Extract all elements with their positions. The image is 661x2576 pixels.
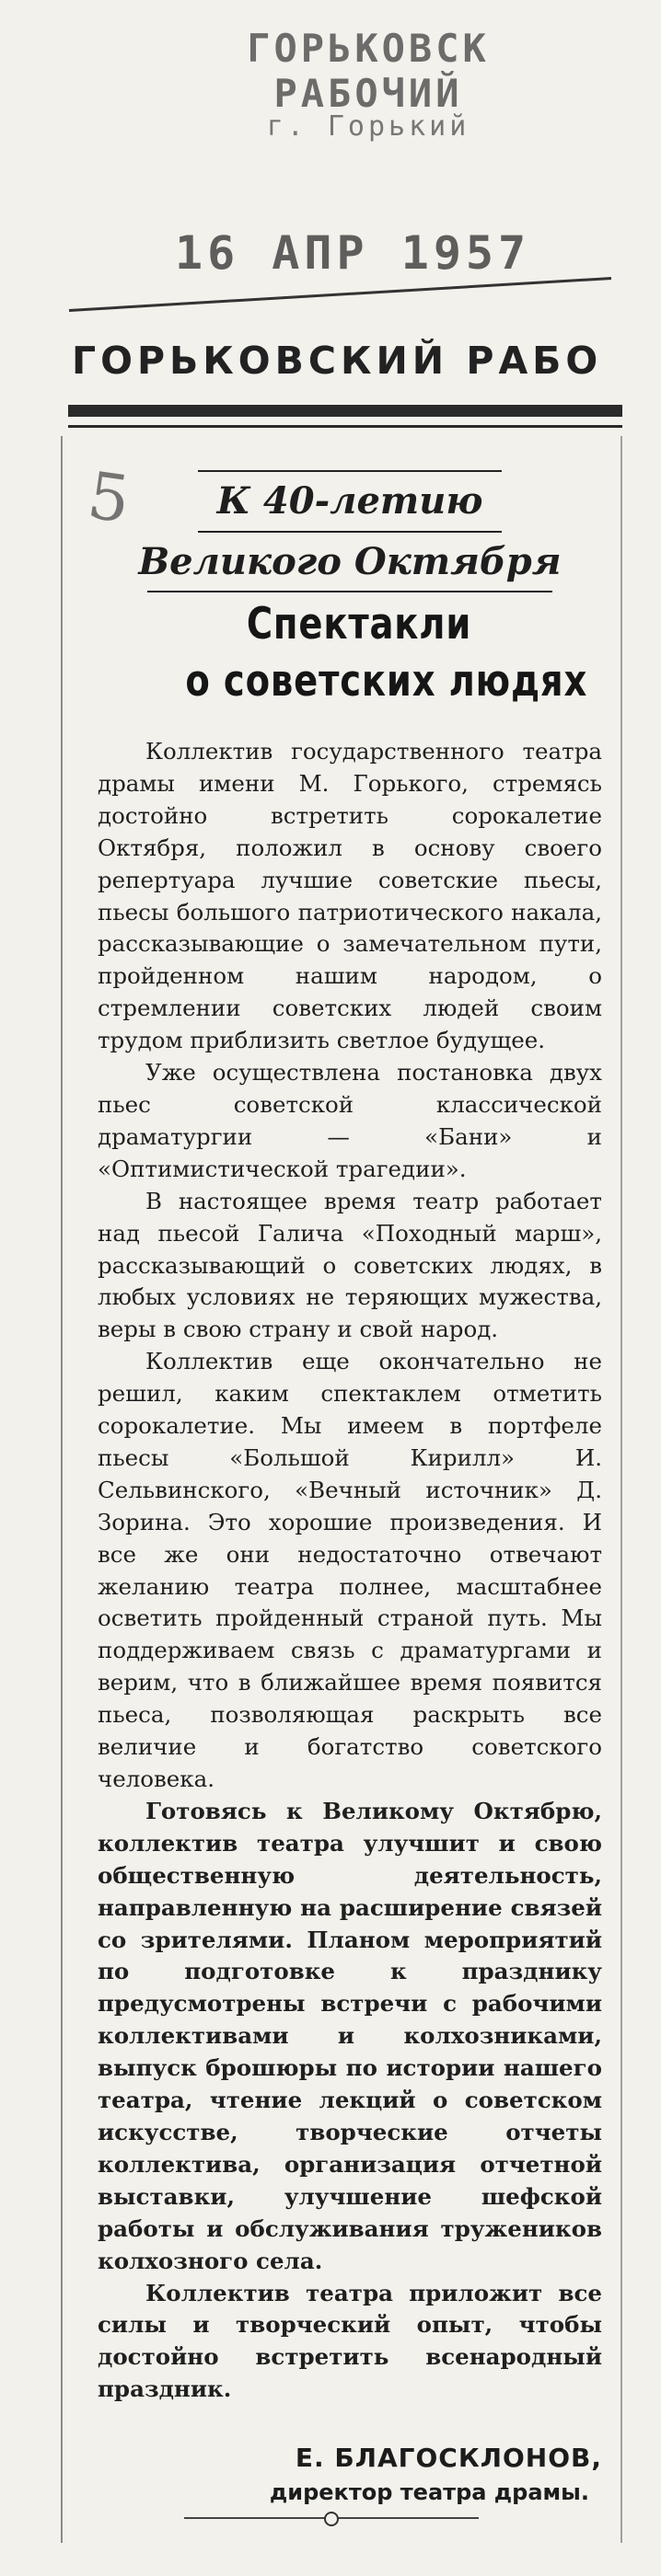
article-title [147,596,588,710]
article-title-line-2: о советских людях [185,656,588,707]
masthead-rule-thin [68,425,622,428]
end-ornament [184,2513,479,2524]
article-frame-left [61,436,63,2543]
article-paragraph: В настоящее время театр работает над пьесой Галича «Походный марш», рассказывающий о советских людях, в любых условиях не теряющих мужества, веры в свою страну и свой народ. [98,1187,602,1343]
end-ornament-dot [324,2512,339,2526]
press-clipping-stamp [110,26,589,311]
stamp-newspaper-name: ГОРЬКОВСК РАБОЧИЙ [247,26,490,116]
article-paragraph: Готовясь к Великому Октябрю, коллектив театра улучшит и свою общественную деятельность, направленную на расширение связей со зрителями. Планом мероприятий по подготовке к празднику предусмотрены встречи с рабочими коллективами и колхозниками, выпуск брошюры по истории нашего театра, чтение лекций о советском искусстве, творческие отчеты коллектива, организация отчетной выставки, улучшение шефской работы и обслуживания тружеников колхозного села. [98,1797,602,2274]
article-title-line-1: Спектакли [246,599,472,650]
rubric-line-1: К 40-летию [216,479,483,523]
rubric-heading [129,467,571,595]
author-name: Е. БЛАГОСКЛОНОВ, [295,2443,602,2473]
article-paragraph: Коллектив театра приложит все силы и творческий опыт, чтобы достойно встретить всенародный праздник. [98,2279,602,2403]
masthead-rule-thick [68,405,622,417]
rubric-line-2: Великого Октября [138,540,562,583]
article-paragraph: Уже осуществлена постановка двух пьес советской классической драматургии — «Бани» и «Оптимистической трагедии». [98,1059,602,1182]
article-body [98,736,602,2406]
article-paragraph: Коллектив еще окончательно не решил, каким спектаклем отметить сорокалетие. Мы имеем в портфеле пьесы «Большой Кирилл» И. Сельвинского, «Вечный источник» Д. Зорина. Это хорошие произведения. И все же они недостаточно отвечают желанию театра полнее, масштабнее осветить пройденный страной путь. Мы поддерживаем связь с драматургами и верим, что в ближайшее время появится пьеса, позволяющая раскрыть все величие и богатство советского человека. [98,1348,602,1792]
article-frame-right [620,436,622,2543]
article-paragraph: Коллектив государственного театра драмы имени М. Горького, стремясь достойно встретить сорокалетие Октября, положил в основу своего репертуара лучшие советские пьесы, пьесы большого патриотического накала, рассказывающие о замечательном пути, пройденном нашим народом, о стремлении советских людей своим трудом приблизить светлое будущее. [98,738,602,1054]
stamp-strike-line [69,277,611,312]
rubric-rule-top [198,470,502,472]
rubric-rule-bottom [147,591,552,592]
stamp-date: 16 АПР 1957 [175,226,531,280]
handwritten-margin-mark: 5 [83,457,135,538]
author-signature [98,2440,602,2508]
rubric-rule-middle [198,531,502,533]
newspaper-masthead: ГОРЬКОВСКИЙ РАБО [72,339,603,383]
author-role: директор театра драмы. [269,2479,589,2505]
stamp-city: г. Горький [266,110,470,143]
